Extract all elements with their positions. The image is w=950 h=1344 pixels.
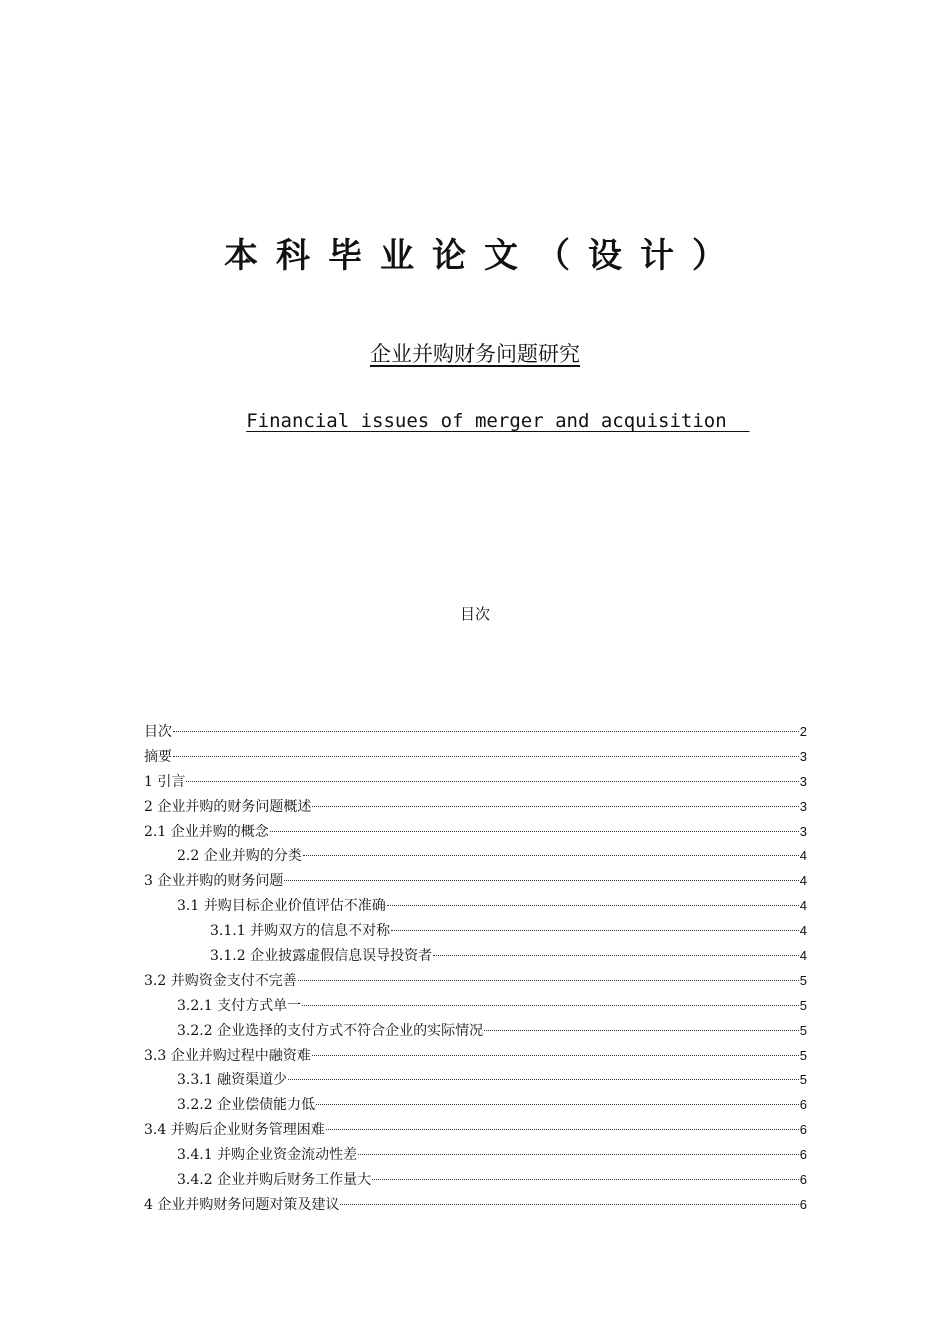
toc-dot-leader — [298, 980, 799, 981]
toc-entry[interactable] — [144, 1068, 807, 1093]
toc-entry-text: 3.1.1 并购双方的信息不对称 — [210, 923, 391, 940]
toc-dot-leader — [316, 1104, 799, 1105]
toc-page-number: 4 — [799, 923, 807, 939]
toc-entry[interactable] — [144, 1168, 807, 1193]
toc-entry-text: 1 引言 — [144, 773, 186, 790]
toc-entry[interactable] — [144, 820, 807, 845]
toc-entry-text: 3.3 企业并购过程中融资难 — [144, 1047, 311, 1064]
toc-entry[interactable] — [144, 1044, 807, 1069]
toc-dot-leader — [340, 1204, 798, 1205]
toc-dot-leader — [173, 731, 799, 732]
toc-dot-leader — [433, 955, 799, 956]
thesis-english-title — [0, 388, 950, 454]
toc-dot-leader — [173, 756, 799, 757]
toc-dot-leader — [303, 855, 799, 856]
toc-page-number: 6 — [799, 1147, 807, 1163]
toc-dot-leader — [358, 1154, 799, 1155]
toc-page-number: 6 — [799, 1172, 807, 1188]
toc-entry-text: 3.4.2 企业并购后财务工作量大 — [177, 1172, 372, 1189]
toc-entry[interactable] — [144, 1019, 807, 1044]
toc-dot-leader — [326, 1129, 799, 1130]
toc-entry[interactable] — [144, 720, 807, 745]
toc-page-number: 4 — [799, 898, 807, 914]
thesis-chinese-title-text: 企业并购财务问题研究 — [370, 342, 580, 366]
toc-page-number: 6 — [799, 1196, 807, 1212]
table-of-contents — [144, 720, 807, 1218]
toc-page-number: 5 — [799, 1072, 807, 1088]
toc-page-number: 3 — [799, 748, 807, 764]
toc-entry[interactable] — [144, 919, 807, 944]
toc-page-number: 4 — [799, 873, 807, 889]
thesis-cover-title: 本科毕业论文（设计） — [224, 236, 744, 276]
toc-dot-leader — [270, 831, 799, 832]
toc-dot-leader — [186, 781, 798, 782]
toc-entry[interactable] — [144, 969, 807, 994]
thesis-english-title-text: Financial issues of merger and acquisition — [246, 410, 750, 432]
toc-entry-text: 2.2 企业并购的分类 — [177, 848, 302, 865]
toc-entry-text: 3 企业并购的财务问题 — [144, 873, 284, 890]
toc-entry[interactable] — [144, 1118, 807, 1143]
toc-dot-leader — [288, 1079, 799, 1080]
toc-entry-text: 2.1 企业并购的概念 — [144, 823, 269, 840]
toc-entry[interactable] — [144, 944, 807, 969]
toc-entry-text: 3.1.2 企业披露虚假信息误导投资者 — [210, 948, 433, 965]
toc-entry-text: 摘要 — [144, 748, 172, 765]
toc-entry-text: 4 企业并购财务问题对策及建议 — [144, 1196, 340, 1213]
toc-dot-leader — [372, 1179, 799, 1180]
toc-page-number: 5 — [799, 1047, 807, 1063]
toc-page-number: 3 — [799, 798, 807, 814]
toc-dot-leader — [387, 905, 799, 906]
toc-heading: 目次 — [459, 605, 490, 623]
toc-entry-text: 目次 — [144, 724, 172, 740]
toc-entry-text: 3.2.2 企业偿债能力低 — [177, 1097, 316, 1114]
toc-entry[interactable] — [144, 770, 807, 795]
toc-page-number: 4 — [799, 848, 807, 864]
toc-entry-text: 3.2.1 支付方式单一 — [177, 997, 302, 1014]
thesis-chinese-title — [0, 338, 950, 368]
toc-page-number: 5 — [799, 972, 807, 988]
toc-page-number: 6 — [799, 1097, 807, 1113]
toc-page-number: 5 — [799, 997, 807, 1013]
toc-entry-text: 3.1 并购目标企业价值评估不准确 — [177, 898, 386, 915]
toc-entry[interactable] — [144, 745, 807, 770]
toc-entry[interactable] — [144, 869, 807, 894]
toc-dot-leader — [391, 930, 799, 931]
toc-entry[interactable] — [144, 994, 807, 1019]
toc-dot-leader — [284, 880, 798, 881]
toc-page-number: 6 — [799, 1122, 807, 1138]
toc-entry-text: 3.4 并购后企业财务管理困难 — [144, 1122, 325, 1139]
toc-entry-text: 2 企业并购的财务问题概述 — [144, 798, 312, 815]
toc-page-number: 3 — [799, 773, 807, 789]
toc-page-number: 4 — [799, 948, 807, 964]
toc-dot-leader — [312, 806, 798, 807]
toc-entry[interactable] — [144, 1193, 807, 1218]
toc-dot-leader — [302, 1005, 799, 1006]
toc-dot-leader — [312, 1055, 799, 1056]
toc-page-number: 3 — [799, 823, 807, 839]
toc-dot-leader — [484, 1030, 799, 1031]
toc-entry[interactable] — [144, 894, 807, 919]
toc-page-number: 5 — [799, 1022, 807, 1038]
toc-entry-text: 3.2 并购资金支付不完善 — [144, 972, 297, 989]
toc-entry[interactable] — [144, 1093, 807, 1118]
toc-entry-text: 3.2.2 企业选择的支付方式不符合企业的实际情况 — [177, 1022, 484, 1039]
toc-entry-text: 3.4.1 并购企业资金流动性差 — [177, 1147, 358, 1164]
toc-entry[interactable] — [144, 795, 807, 820]
toc-page-number: 2 — [799, 724, 807, 739]
toc-entry-text: 3.3.1 融资渠道少 — [177, 1072, 288, 1089]
toc-entry[interactable] — [144, 1143, 807, 1168]
toc-entry[interactable] — [144, 844, 807, 869]
